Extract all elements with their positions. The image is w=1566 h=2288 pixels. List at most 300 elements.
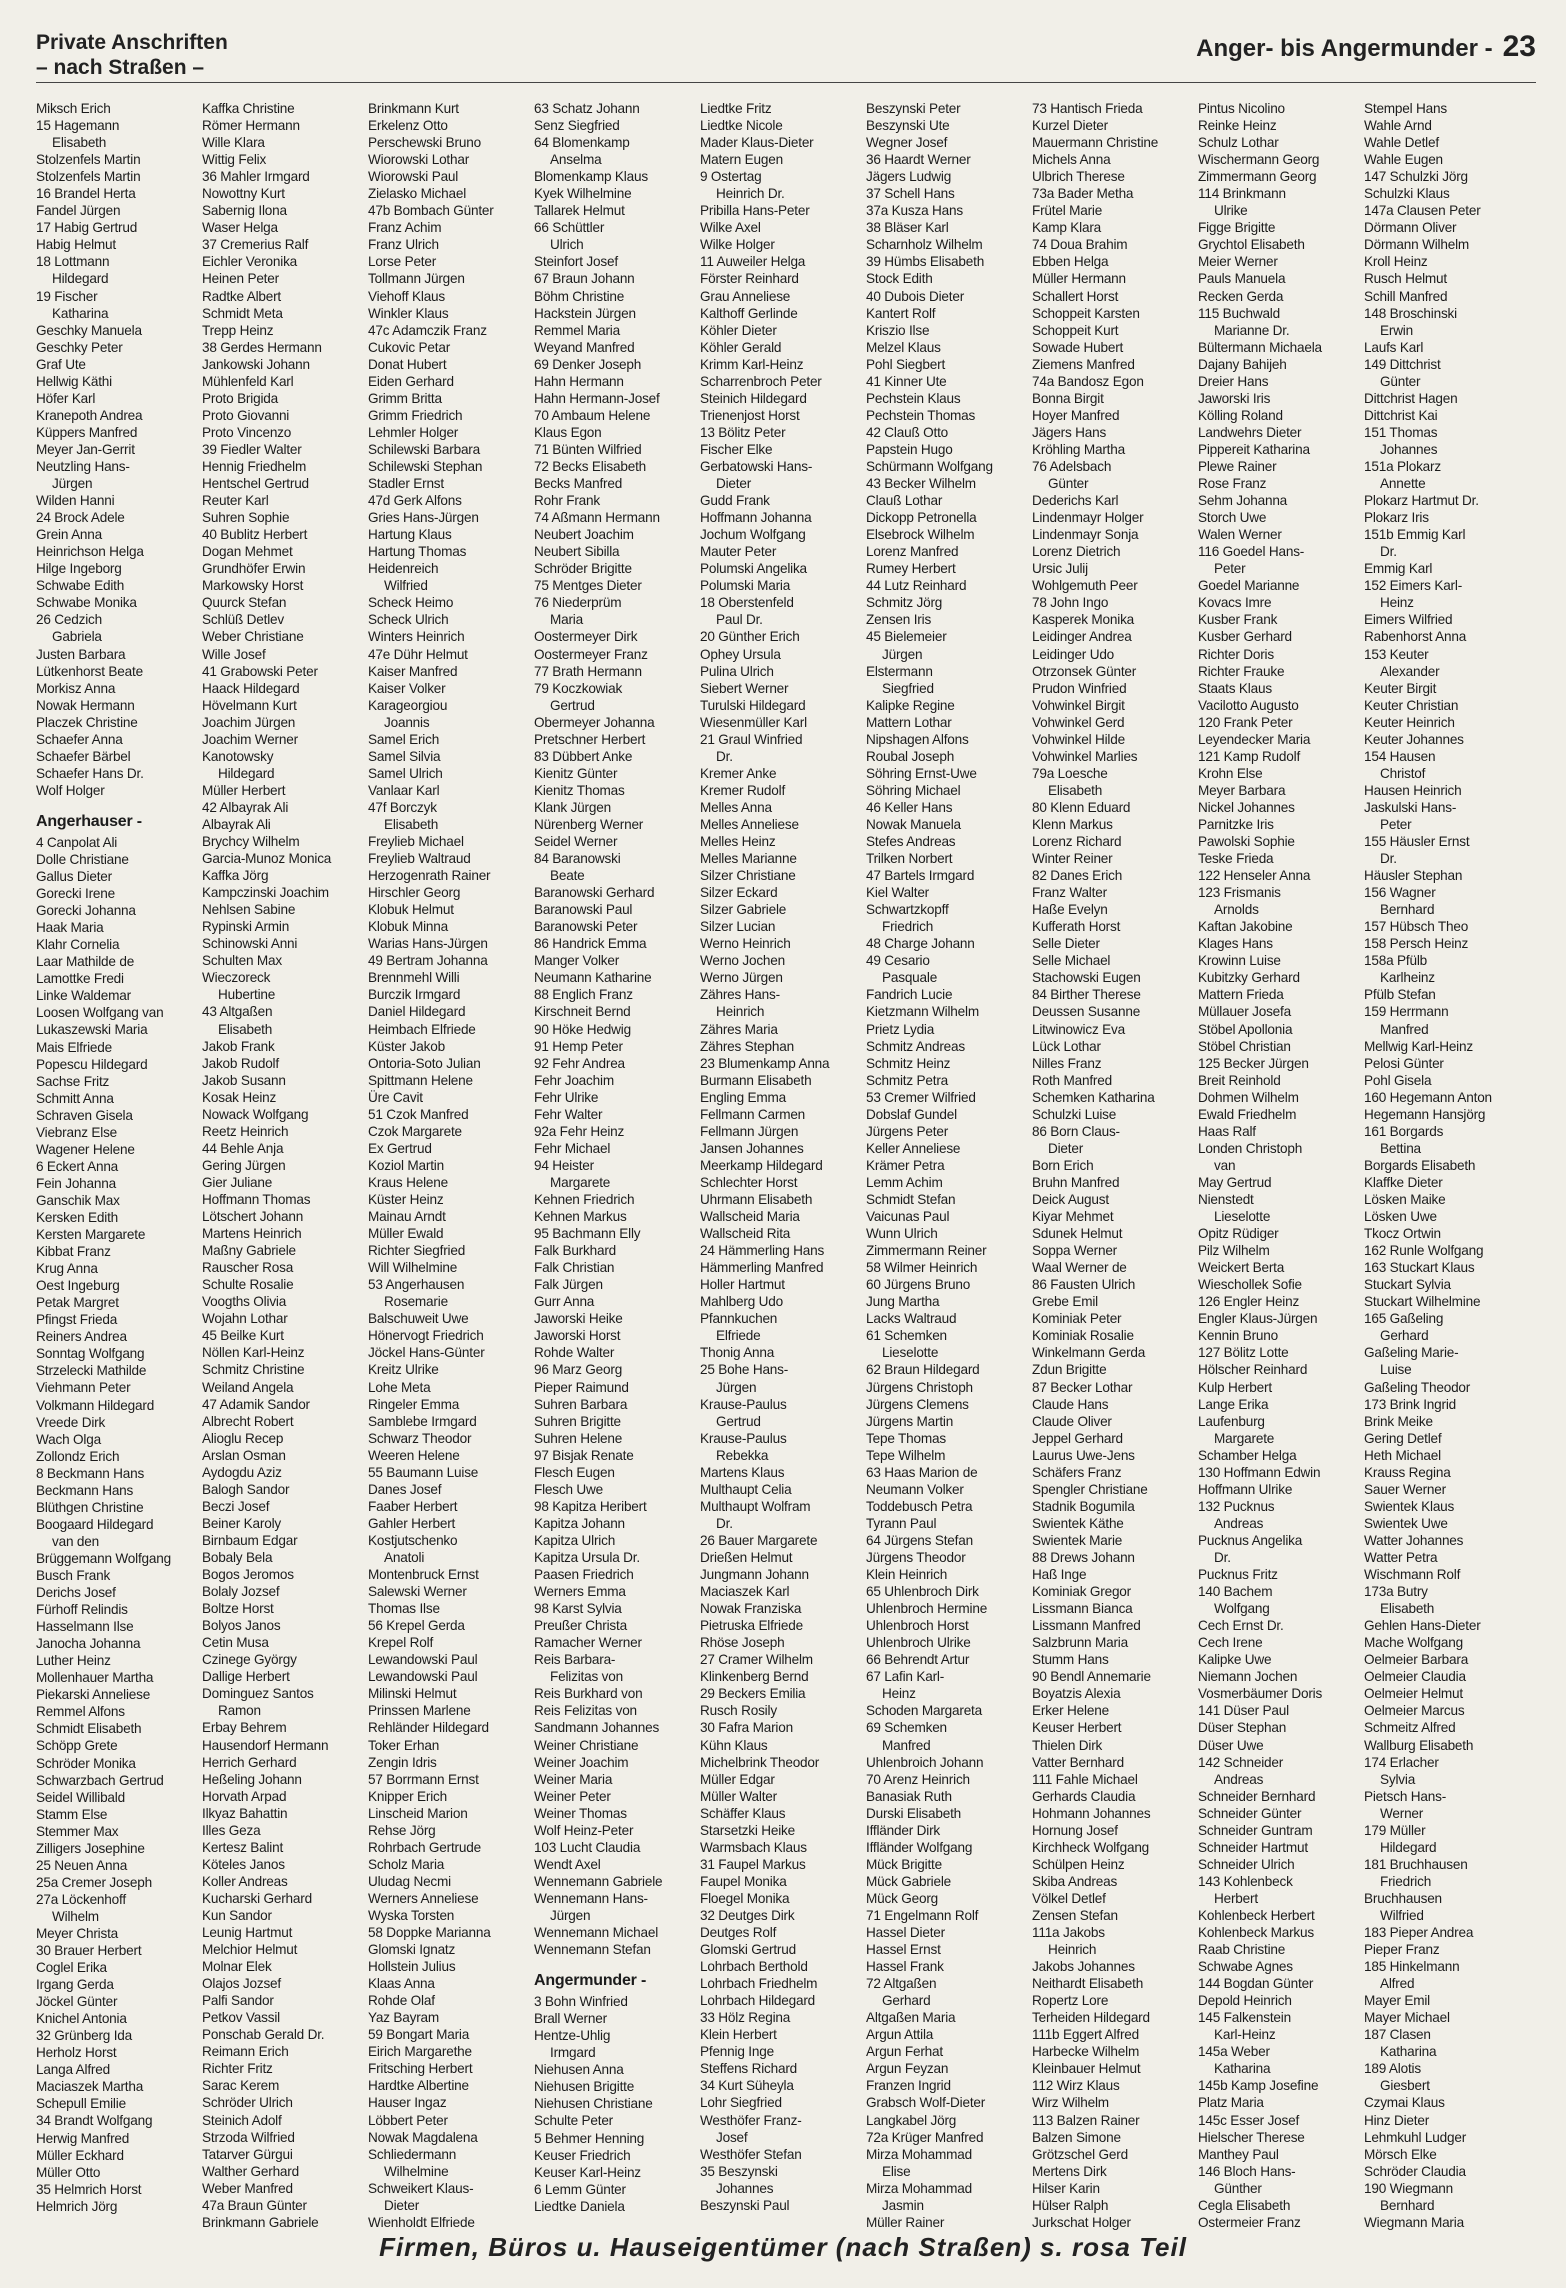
resident-entry: Nowack Wolfgang [202, 1106, 309, 1122]
entry-continuation: Wilhelm [52, 1908, 99, 1924]
resident-entry: Kremer Rudolf [700, 782, 786, 798]
resident-entry: Prinssen Marlene [368, 1703, 471, 1719]
entry-continuation: Werner [1380, 1805, 1424, 1821]
resident-entry: Fischer Elke [700, 441, 773, 457]
resident-entry: Nowak Hermann [36, 697, 135, 713]
resident-entry: Lorenz Richard [1032, 834, 1122, 850]
resident-entry: Wilke Axel [700, 220, 761, 236]
resident-entry: Plewe Rainer [1198, 458, 1277, 474]
resident-entry: 84 Baranowski [534, 851, 621, 867]
resident-entry: Oest Ingeburg [36, 1278, 120, 1294]
resident-entry: Maßny Gabriele [202, 1243, 296, 1259]
resident-entry: Ostermeier Franz [1198, 2214, 1301, 2230]
resident-entry: Hilge Ingeborg [36, 561, 122, 577]
resident-entry: Förster Reinhard [700, 271, 799, 287]
resident-entry: Falk Burkhard [534, 1243, 617, 1259]
entry-continuation: Dieter [1048, 1140, 1084, 1156]
resident-entry: Kehnen Markus [534, 1209, 627, 1225]
resident-entry: Grein Anna [36, 527, 103, 543]
resident-entry: Klaas Anna [368, 1976, 435, 1992]
resident-entry: Grychtol Elisabeth [1198, 237, 1305, 253]
resident-entry: Rusch Helmut [1364, 271, 1447, 287]
resident-entry: Hirschler Georg [368, 885, 461, 901]
resident-entry: Eichler Veronika [202, 254, 298, 270]
entry-continuation: Elisabeth [384, 816, 439, 832]
resident-entry: Mattern Lothar [866, 714, 952, 730]
resident-entry: Turulski Hildegard [700, 697, 806, 713]
resident-entry: Grötzschel Gerd [1032, 2146, 1128, 2162]
resident-entry: Böhm Christine [534, 288, 625, 304]
resident-entry: Steinfort Josef [534, 254, 618, 270]
resident-entry: Schwarzbach Gertrud [36, 1772, 164, 1788]
resident-entry: Erker Helene [1032, 1703, 1109, 1719]
resident-entry: Köhler Gerald [700, 339, 782, 355]
resident-entry: Müller Hermann [1032, 271, 1126, 287]
resident-entry: 13 Bölitz Peter [700, 424, 786, 440]
resident-entry: Rohr Frank [534, 493, 600, 509]
resident-entry: Hilser Karin [1032, 2180, 1100, 2196]
entry-continuation: Heinz [1380, 595, 1414, 611]
resident-entry: Lehmler Holger [368, 424, 459, 440]
resident-entry: Rohde Walter [534, 1345, 615, 1361]
resident-entry: Nöllen Karl-Heinz [202, 1345, 305, 1361]
resident-entry: 162 Runle Wolfgang [1364, 1243, 1484, 1259]
resident-entry: Wille Klara [202, 135, 265, 151]
resident-entry: Tatarver Gürgui [202, 2146, 293, 2162]
resident-entry: Brinkmann Gabriele [202, 2214, 319, 2230]
resident-entry: Harbecke Wilhelm [1032, 2044, 1140, 2060]
resident-entry: Grabsch Wolf-Dieter [866, 2095, 986, 2111]
resident-entry: Suhren Barbara [534, 1396, 628, 1412]
entry-continuation: Dr. [1380, 544, 1397, 560]
resident-entry: Freylieb Waltraud [368, 851, 471, 867]
resident-entry: Niehusen Brigitte [534, 2079, 635, 2095]
resident-entry: Kanotowsky [202, 748, 274, 764]
resident-entry: Gorecki Irene [36, 886, 115, 902]
resident-entry: Müller Otto [36, 2164, 101, 2180]
entry-continuation: Wilhelmine [384, 2163, 449, 2179]
resident-entry: Schill Manfred [1364, 288, 1448, 304]
resident-entry: Jägers Ludwig [866, 169, 952, 185]
resident-entry: Hellwig Käthi [36, 373, 112, 389]
resident-entry: Pulina Ulrich [700, 663, 774, 679]
resident-entry: Siebert Werner [700, 680, 789, 696]
resident-entry: Kröhling Martha [1032, 441, 1125, 457]
resident-entry: Schwartzkopff [866, 902, 949, 918]
resident-entry: Habig Helmut [36, 237, 116, 253]
resident-entry: Lütkenhorst Beate [36, 663, 143, 679]
resident-entry: 25a Cremer Joseph [36, 1874, 152, 1890]
resident-entry: Birnbaum Edgar [202, 1532, 298, 1548]
resident-entry: Stempel Hans [1364, 101, 1447, 116]
resident-entry: 47b Bombach Günter [368, 203, 494, 219]
resident-entry: 17 Habig Gertrud [36, 220, 138, 236]
entry-continuation: Erwin [1380, 322, 1413, 338]
entry-continuation: Christof [1380, 765, 1426, 781]
entry-continuation: Peter [1214, 561, 1246, 577]
resident-entry: Kremer Anke [700, 765, 777, 781]
resident-entry: Stumm Hans [1032, 1652, 1109, 1668]
resident-entry: Senz Siegfried [534, 118, 620, 134]
resident-entry: Lohr Siegfried [700, 2095, 782, 2111]
resident-entry: Lohrbach Hildegard [700, 1993, 816, 2009]
resident-entry: Mattern Frieda [1198, 987, 1284, 1003]
entry-continuation: Jürgen [716, 1379, 757, 1395]
resident-entry: Roubal Joseph [866, 748, 955, 764]
resident-entry: Gaßeling Marie- [1364, 1345, 1459, 1361]
resident-entry: Müller Rainer [866, 2214, 945, 2230]
resident-entry: Vohwinkel Gerd [1032, 714, 1125, 730]
resident-entry: 75 Mentges Dieter [534, 578, 642, 594]
resident-entry: Laufenburg [1198, 1413, 1265, 1429]
resident-entry: Brennmehl Willi [368, 970, 460, 986]
directory-columns [36, 100, 1536, 2230]
resident-entry: Kapitza Ulrich [534, 1532, 616, 1548]
resident-entry: Jaworski Horst [534, 1328, 621, 1344]
resident-entry: Nowak Manuela [866, 816, 961, 832]
resident-entry: Iffländer Wolfgang [866, 1839, 973, 1855]
entry-continuation: Elisabeth [1048, 782, 1103, 798]
resident-entry: 92 Fehr Andrea [534, 1055, 625, 1071]
resident-entry: Kun Sandor [202, 1907, 272, 1923]
resident-entry: 57 Borrmann Ernst [368, 1771, 479, 1787]
resident-entry: Deussen Susanne [1032, 1004, 1141, 1020]
resident-entry: Hoffmann Thomas [202, 1192, 311, 1207]
entry-continuation: Heinrich Dr. [716, 186, 785, 202]
resident-entry: Teske Frieda [1198, 851, 1274, 867]
resident-entry: Stöbel Apollonia [1198, 1021, 1293, 1037]
resident-entry: 174 Erlacher [1364, 1754, 1439, 1770]
resident-entry: Schneider Guntram [1198, 1822, 1313, 1838]
resident-entry: 46 Keller Hans [866, 799, 953, 815]
resident-entry: Lehmkuhl Ludger [1364, 2129, 1467, 2145]
resident-entry: 146 Bloch Hans- [1198, 2163, 1296, 2179]
resident-entry: Nowak Franziska [700, 1601, 802, 1617]
resident-entry: Illes Geza [202, 1822, 261, 1838]
resident-entry: Plokarz Iris [1364, 510, 1429, 526]
resident-entry: Leyendecker Maria [1198, 731, 1311, 747]
resident-entry: Ursic Julij [1032, 561, 1088, 577]
entry-continuation: Felizitas von [550, 1669, 623, 1685]
resident-entry: Sehm Johanna [1198, 493, 1288, 509]
resident-entry: Reiners Andrea [36, 1329, 127, 1345]
resident-entry: 19 Fischer [36, 288, 98, 304]
resident-entry: Zimmermann Reiner [866, 1243, 987, 1259]
resident-entry: Ex Gertrud [368, 1140, 432, 1156]
resident-entry: Schilewski Barbara [368, 441, 480, 457]
resident-entry: Hoffmann Ulrike [1198, 1481, 1293, 1497]
resident-entry: Wolf Heinz-Peter [534, 1822, 634, 1838]
resident-entry: Figge Brigitte [1198, 220, 1276, 236]
resident-entry: Klinkenberg Bernd [700, 1669, 809, 1685]
resident-entry: 69 Schemken [866, 1720, 947, 1736]
resident-entry: Kiyar Mehmet [1032, 1209, 1114, 1225]
resident-entry: 67 Braun Johann [534, 271, 635, 287]
resident-entry: Grebe Emil [1032, 1294, 1098, 1310]
resident-entry: Schulzki Klaus [1364, 186, 1450, 202]
resident-entry: Grundhöfer Erwin [202, 561, 306, 577]
entry-continuation: Heinrich [1048, 1942, 1097, 1958]
resident-entry: Dittchrist Hagen [1364, 390, 1458, 406]
resident-entry: Strzelecki Mathilde [36, 1363, 147, 1379]
resident-entry: 79 Koczkowiak [534, 680, 623, 696]
footer-note: Firmen, Büros u. Hauseigentümer (nach Straßen) s. rosa Teil [379, 2232, 1187, 2262]
resident-entry: 16 Brandel Herta [36, 186, 136, 202]
resident-entry: Kroll Heinz [1364, 254, 1428, 270]
page-header [36, 26, 1536, 84]
resident-entry: Niemann Jochen [1198, 1669, 1298, 1685]
resident-entry: Mörsch Elke [1364, 2146, 1437, 2162]
resident-entry: Danes Josef [368, 1481, 442, 1497]
resident-entry: 156 Wagner [1364, 885, 1436, 901]
resident-entry: Selle Dieter [1032, 936, 1100, 952]
resident-entry: Bruchhausen [1364, 1890, 1442, 1906]
resident-entry: Recken Gerda [1198, 288, 1284, 304]
resident-entry: Müller Edgar [700, 1771, 775, 1787]
resident-entry: Krause-Paulus [700, 1396, 787, 1412]
spacer [534, 1958, 694, 1966]
resident-entry: 18 Lottmann [36, 254, 110, 270]
resident-entry: Schaefer Anna [36, 731, 123, 747]
resident-entry: 47e Dühr Helmut [368, 646, 468, 662]
resident-entry: Balschuweit Uwe [368, 1311, 469, 1327]
resident-entry: Wallscheid Maria [700, 1209, 800, 1225]
resident-entry: Schoppeit Kurt [1032, 322, 1119, 338]
resident-entry: Schoppeit Karsten [1032, 305, 1140, 321]
resident-entry: 158a Pfülb [1364, 953, 1428, 969]
resident-entry: Kasperek Monika [1032, 612, 1135, 628]
resident-entry: Meyer Barbara [1198, 782, 1286, 798]
resident-entry: Preußer Christa [534, 1618, 627, 1634]
resident-entry: Kapitza Ursula Dr. [534, 1549, 640, 1565]
resident-entry: Hackstein Jürgen [534, 305, 636, 321]
resident-entry: Kiel Walter [866, 885, 930, 901]
resident-entry: Beszynski Ute [866, 118, 950, 134]
resident-entry: Baranowski Gerhard [534, 885, 655, 901]
entry-continuation: Elise [882, 2163, 911, 2179]
resident-entry: Rusch Rosily [700, 1703, 777, 1719]
resident-entry: Vacilotto Augusto [1198, 697, 1299, 713]
resident-entry: Jochum Wolfgang [700, 527, 806, 543]
entry-continuation: Andreas [1214, 1771, 1264, 1787]
resident-entry: Skiba Andreas [1032, 1873, 1118, 1889]
resident-entry: Petak Margret [36, 1295, 119, 1311]
resident-entry: Nürenberg Werner [534, 816, 644, 832]
resident-entry: Schröder Ulrich [202, 2095, 293, 2111]
resident-entry: Salzbrunn Maria [1032, 1635, 1128, 1651]
resident-entry: Wilke Holger [700, 237, 775, 253]
resident-entry: Kaiser Manfred [368, 663, 458, 679]
resident-entry: Spengler Christiane [1032, 1481, 1148, 1497]
resident-entry: Stefes Andreas [866, 834, 956, 850]
resident-entry: 120 Frank Peter [1198, 714, 1293, 730]
entry-continuation: Günter [1048, 476, 1089, 492]
resident-entry: Grimm Britta [368, 390, 442, 406]
resident-entry: Breit Reinhold [1198, 1072, 1281, 1088]
resident-entry: Schneider Bernhard [1198, 1788, 1316, 1804]
resident-entry: Geschky Peter [36, 339, 123, 355]
resident-entry: Coglel Erika [36, 1960, 107, 1976]
resident-entry: Paasen Friedrich [534, 1567, 634, 1583]
resident-entry: Zdun Brigitte [1032, 1362, 1107, 1378]
resident-entry: Polumski Angelika [700, 561, 807, 577]
resident-entry: Niehusen Christiane [534, 2096, 653, 2112]
resident-entry: Cegla Elisabeth [1198, 2197, 1291, 2213]
resident-entry: Kranepoth Andrea [36, 407, 143, 423]
resident-entry: Heth Michael [1364, 1447, 1441, 1463]
resident-entry: Hentze-Uhlig [534, 2028, 611, 2044]
resident-entry: 158 Persch Heinz [1364, 936, 1469, 952]
resident-entry: Bogos Jeromos [202, 1567, 294, 1583]
resident-entry: Söhring Michael [866, 782, 961, 798]
resident-entry: Klages Hans [1198, 936, 1273, 952]
resident-entry: Seidel Willibald [36, 1789, 125, 1805]
resident-entry: Klobuk Helmut [368, 902, 454, 918]
resident-entry: Lewandowski Paul [368, 1669, 478, 1685]
resident-entry: Wegner Josef [866, 135, 948, 151]
resident-entry: Schulz Lothar [1198, 135, 1279, 151]
entry-continuation: Luise [1380, 1362, 1412, 1378]
resident-entry: 63 Haas Marion de [866, 1464, 978, 1480]
resident-entry: Weyand Manfred [534, 339, 635, 355]
resident-entry: 64 Blomenkamp [534, 135, 630, 151]
resident-entry: Jürgens Christoph [866, 1379, 973, 1395]
entry-continuation: van den [52, 1533, 99, 1549]
resident-entry: Linscheid Marion [368, 1805, 468, 1821]
resident-entry: 111b Eggert Alfred [1032, 2027, 1139, 2043]
resident-entry: Lewandowski Paul [368, 1652, 478, 1668]
page-number: 23 [1502, 30, 1536, 63]
resident-entry: Jöckel Hans-Günter [368, 1345, 485, 1361]
resident-entry: 9 Ostertag [700, 169, 762, 185]
resident-entry: Viebranz Else [36, 1124, 118, 1140]
entry-continuation: Jürgen [550, 1907, 591, 1923]
resident-entry: Maciaszek Martha [36, 2079, 144, 2095]
resident-entry: 190 Wiegmann [1364, 2180, 1454, 2196]
resident-entry: Molnar Elek [202, 1959, 272, 1975]
resident-entry: Schwabe Edith [36, 578, 125, 594]
resident-entry: 79a Loesche [1032, 765, 1108, 781]
resident-entry: 25 Neuen Anna [36, 1857, 128, 1873]
resident-entry: Schinowski Anni [202, 936, 298, 952]
resident-entry: Pintus Nicolino [1198, 101, 1285, 116]
resident-entry: Hartung Thomas [368, 544, 467, 560]
entry-continuation: Wolfgang [1214, 1601, 1270, 1617]
resident-entry: Rehländer Hildegard [368, 1720, 489, 1736]
resident-entry: Kantert Rolf [866, 305, 936, 321]
resident-entry: Jankowski Johann [202, 356, 310, 372]
resident-entry: Lohrbach Friedhelm [700, 1976, 818, 1992]
entry-continuation: Hildegard [52, 271, 109, 287]
resident-entry: 72a Krüger Manfred [866, 2129, 984, 2145]
resident-entry: 183 Pieper Andrea [1364, 1925, 1474, 1941]
entry-continuation: Marianne Dr. [1214, 322, 1290, 338]
resident-entry: Piekarski Anneliese [36, 1687, 151, 1703]
resident-entry: Brinkmann Kurt [368, 101, 459, 116]
resident-entry: Keuter Johannes [1364, 731, 1464, 747]
resident-entry: Klein Heinrich [866, 1567, 948, 1583]
resident-entry: 132 Pucknus [1198, 1498, 1275, 1514]
resident-entry: Keuter Heinrich [1364, 714, 1455, 730]
resident-entry: Scholz Maria [368, 1856, 445, 1872]
resident-entry: Hardtke Albertine [368, 2078, 469, 2094]
resident-entry: Wallscheid Rita [700, 1226, 791, 1242]
resident-entry: Platz Maria [1198, 2095, 1264, 2111]
directory-column [1198, 100, 1358, 2230]
resident-entry: Hölscher Reinhard [1198, 1362, 1308, 1378]
resident-entry: Placzek Christine [36, 714, 138, 730]
resident-entry: Goedel Marianne [1198, 578, 1300, 594]
resident-entry: Gering Detlef [1364, 1430, 1442, 1446]
resident-entry: 26 Bauer Margarete [700, 1532, 818, 1548]
resident-entry: Lissmann Bianca [1032, 1601, 1133, 1617]
resident-entry: 163 Stuckart Klaus [1364, 1260, 1475, 1276]
resident-entry: Uhlenbroch Ulrike [866, 1635, 971, 1651]
resident-entry: Kohlenbeck Herbert [1198, 1907, 1315, 1923]
resident-entry: Wennemann Michael [534, 1925, 659, 1941]
resident-entry: Bolyos Janos [202, 1618, 281, 1634]
resident-entry: Neumann Volker [866, 1481, 964, 1497]
resident-entry: Knipper Erich [368, 1788, 448, 1804]
resident-entry: Schliedermann [368, 2146, 457, 2162]
resident-entry: 47c Adamczik Franz [368, 322, 487, 338]
resident-entry: 159 Herrmann [1364, 1004, 1449, 1020]
resident-entry: Schmeitz Alfred [1364, 1720, 1456, 1736]
resident-entry: Klobuk Minna [368, 919, 448, 935]
resident-entry: Neubert Joachim [534, 527, 634, 543]
resident-entry: Schmitt Anna [36, 1090, 114, 1106]
resident-entry: Heinrichson Helga [36, 544, 144, 560]
entry-continuation: Jürgen [882, 646, 923, 662]
resident-entry: 4 Canpolat Ali [36, 834, 118, 850]
resident-entry: Gries Hans-Jürgen [368, 510, 479, 526]
resident-entry: Schmidt Stefan [866, 1192, 956, 1207]
resident-entry: Czok Margarete [368, 1123, 462, 1139]
resident-entry: Obermeyer Johanna [534, 714, 655, 730]
directory-column [368, 100, 528, 2230]
resident-entry: Schmitz Petra [866, 1072, 949, 1088]
resident-entry: Petkov Vassil [202, 2010, 280, 2026]
resident-entry: Eimers Wilfried [1364, 612, 1453, 628]
resident-entry: Proto Giovanni [202, 407, 290, 423]
resident-entry: Jürgens Peter [866, 1123, 949, 1139]
resident-entry: Borgards Elisabeth [1364, 1157, 1476, 1173]
resident-entry: May Gertrud [1198, 1174, 1272, 1190]
resident-entry: Kampczinski Joachim [202, 885, 329, 901]
resident-entry: Wunn Ulrich [866, 1226, 938, 1242]
resident-entry: Balzen Simone [1032, 2129, 1121, 2145]
resident-entry: 39 Hümbs Elisabeth [866, 254, 985, 270]
resident-entry: 96 Marz Georg [534, 1362, 623, 1378]
resident-entry: 18 Oberstenfeld [700, 595, 794, 611]
entry-continuation: Arnolds [1214, 902, 1259, 918]
resident-entry: 70 Ambaum Helene [534, 407, 651, 423]
resident-entry: 51 Czok Manfred [368, 1106, 469, 1122]
resident-entry: Pfülb Stefan [1364, 987, 1436, 1003]
resident-entry: 147 Schulzki Jörg [1364, 169, 1468, 185]
resident-entry: Helmrich Jörg [36, 2198, 118, 2214]
resident-entry: Proto Vincenzo [202, 424, 292, 440]
resident-entry: Hahn Hermann [534, 373, 624, 389]
resident-entry: Samel Silvia [368, 748, 441, 764]
resident-entry: Kusber Gerhard [1198, 629, 1292, 645]
resident-entry: Küster Jakob [368, 1038, 445, 1054]
resident-entry: Düser Stephan [1198, 1720, 1287, 1736]
resident-entry: Kölling Roland [1198, 407, 1283, 423]
resident-entry: 29 Beckers Emilia [700, 1686, 806, 1702]
resident-entry: 98 Kapitza Heribert [534, 1498, 647, 1514]
resident-entry: Beiner Karoly [202, 1515, 282, 1531]
